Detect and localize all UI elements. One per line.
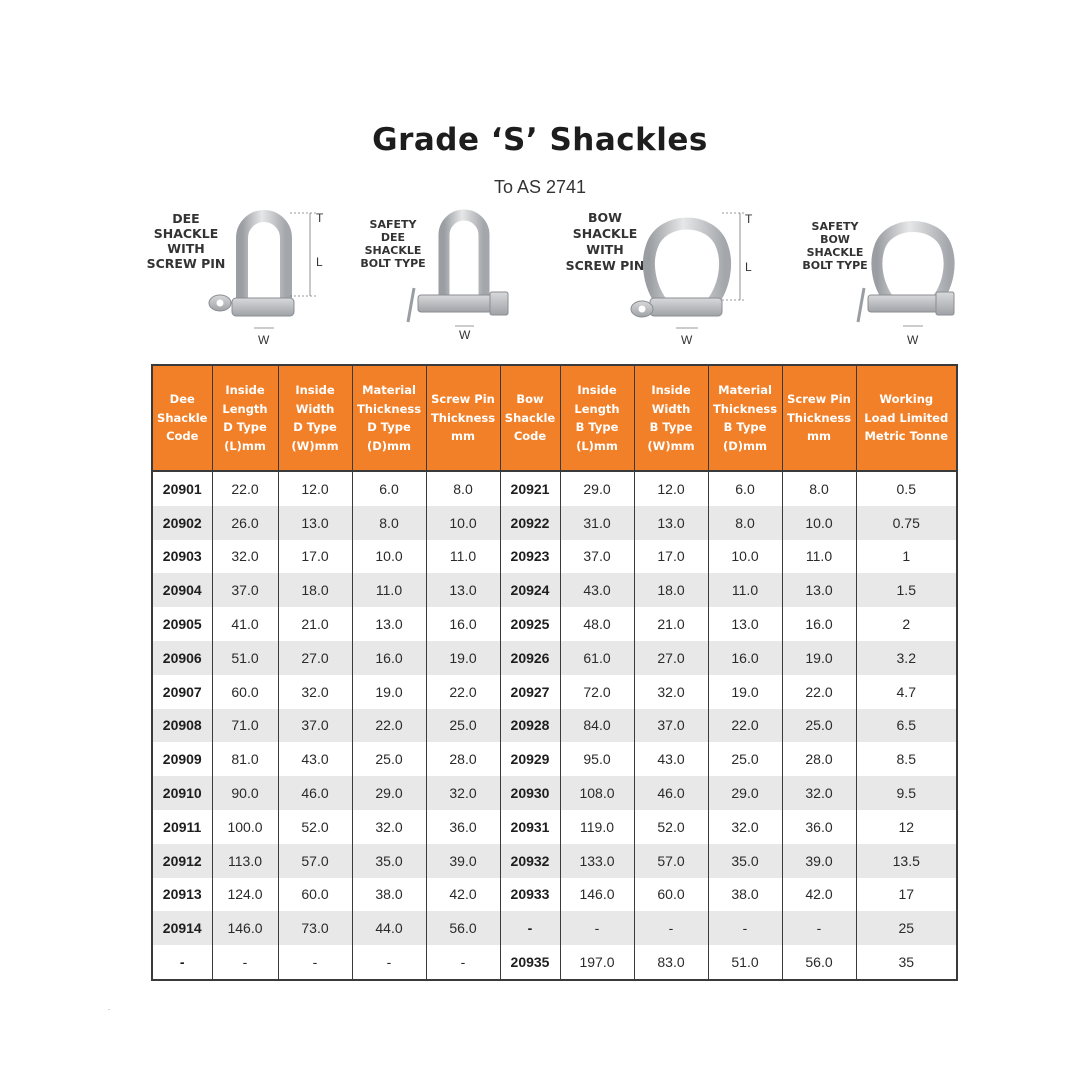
table-cell: - — [634, 911, 708, 945]
page-subtitle: To AS 2741 — [493, 177, 587, 197]
table-cell: 10.0 — [426, 506, 500, 540]
table-cell: 29.0 — [708, 776, 782, 810]
table-cell: 42.0 — [426, 878, 500, 912]
table-cell: 13.0 — [352, 607, 426, 641]
shackle-code-cell: 20910 — [152, 776, 212, 810]
table-cell: 13.5 — [856, 844, 957, 878]
table-row — [152, 810, 957, 844]
table-cell: 32.0 — [212, 540, 278, 574]
dee-bolt-label-2: DEE — [380, 231, 406, 244]
dee-shackle-screw-pin-diagram — [147, 211, 324, 347]
column-header-line: Thickness — [430, 410, 496, 425]
bow-dim-w: W — [681, 333, 693, 347]
table-cell: 13.0 — [634, 506, 708, 540]
column-header-line: (W)mm — [647, 438, 695, 453]
table-cell: 108.0 — [560, 776, 634, 810]
column-header-0 — [152, 365, 212, 471]
table-cell: 11.0 — [426, 540, 500, 574]
table-row — [152, 573, 957, 607]
bow-bolt-label-4: BOLT TYPE — [802, 259, 868, 272]
column-header-line: Load Limited — [864, 410, 949, 425]
table-cell: 81.0 — [212, 742, 278, 776]
table-cell: 146.0 — [560, 878, 634, 912]
table-cell: 56.0 — [782, 945, 856, 980]
dee-dim-w: W — [258, 333, 270, 347]
table-cell: - — [708, 911, 782, 945]
table-cell: 13.0 — [708, 607, 782, 641]
table-cell: 57.0 — [278, 844, 352, 878]
table-cell: 90.0 — [212, 776, 278, 810]
column-header-line: D Type — [223, 420, 267, 434]
table-cell: 1 — [902, 548, 911, 565]
table-cell: 48.0 — [560, 607, 634, 641]
table-cell: 52.0 — [278, 810, 352, 844]
dee-bolt-body-icon — [444, 215, 484, 305]
bow-shackle-screw-pin-diagram — [566, 210, 753, 347]
table-cell: 35 — [898, 954, 915, 971]
table-row — [152, 776, 957, 810]
table-cell: - — [278, 945, 352, 980]
column-header-8 — [708, 365, 782, 471]
table-cell: 27.0 — [634, 641, 708, 675]
shackle-code-cell: 20903 — [152, 540, 212, 574]
bow-screw-label-1: BOW — [588, 210, 622, 225]
table-cell: 44.0 — [352, 911, 426, 945]
column-header-3 — [352, 365, 426, 471]
shackle-code-cell: 20906 — [152, 641, 212, 675]
column-header-line: Width — [295, 401, 335, 416]
table-cell: 22.0 — [352, 709, 426, 743]
table-cell: 26.0 — [212, 506, 278, 540]
table-row — [152, 878, 957, 912]
table-cell: 83.0 — [634, 945, 708, 980]
dee-bolt-label-3: SHACKLE — [364, 244, 422, 257]
shackle-code-cell: 20932 — [500, 844, 560, 878]
table-cell: 51.0 — [212, 641, 278, 675]
column-header-line: B Type — [575, 420, 619, 434]
table-cell: 28.0 — [426, 742, 500, 776]
table-cell: 124.0 — [212, 878, 278, 912]
table-cell: 27.0 — [278, 641, 352, 675]
table-cell: 9.5 — [856, 776, 957, 810]
shackle-code-cell: 20930 — [500, 776, 560, 810]
table-cell: 11.0 — [352, 573, 426, 607]
table-cell: 95.0 — [560, 742, 634, 776]
table-cell: 32.0 — [634, 675, 708, 709]
column-header-6 — [560, 365, 634, 471]
table-cell: 25 — [856, 911, 957, 945]
bow-body-icon — [649, 224, 725, 309]
table-cell: 37.0 — [278, 709, 352, 743]
table-row — [152, 506, 957, 540]
table-row — [152, 844, 957, 878]
table-cell: 37.0 — [560, 540, 634, 574]
table-cell: 43.0 — [634, 742, 708, 776]
table-cell: 39.0 — [426, 844, 500, 878]
table-cell: 10.0 — [708, 540, 782, 574]
table-cell: 13.0 — [782, 573, 856, 607]
dee-bolt-label-4: BOLT TYPE — [360, 257, 426, 270]
safety-bow-shackle-bolt-diagram — [802, 220, 954, 347]
table-cell: 31.0 — [560, 506, 634, 540]
column-header-line: (D)mm — [366, 438, 412, 453]
shackle-code-cell: 20935 — [500, 945, 560, 980]
table-cell: 38.0 — [352, 878, 426, 912]
table-cell: 32.0 — [352, 810, 426, 844]
table-cell: 37.0 — [212, 573, 278, 607]
table-cell: 25.0 — [708, 742, 782, 776]
table-cell: 8.0 — [782, 471, 856, 506]
shackle-code-cell: 20925 — [500, 607, 560, 641]
column-header-line: D Type — [367, 420, 411, 434]
column-header-line: (L)mm — [224, 438, 266, 453]
table-cell: 197.0 — [560, 945, 634, 980]
corner-mark: - — [108, 1006, 111, 1013]
table-cell: 84.0 — [560, 709, 634, 743]
table-cell: 4.7 — [896, 683, 916, 700]
table-cell: 73.0 — [278, 911, 352, 945]
table-cell: - — [426, 945, 500, 980]
bow-screw-label-2: SHACKLE — [572, 226, 638, 241]
table-header-row — [152, 365, 957, 471]
column-header-line: Inside — [577, 383, 617, 397]
table-cell: 119.0 — [560, 810, 634, 844]
shackle-code-cell: 20924 — [500, 573, 560, 607]
table-cell: 42.0 — [782, 878, 856, 912]
column-header-line: (D)mm — [722, 438, 768, 453]
table-cell: 37.0 — [634, 709, 708, 743]
table-cell: 38.0 — [708, 878, 782, 912]
table-cell: 21.0 — [278, 607, 352, 641]
table-cell: 8.5 — [896, 751, 916, 768]
shackle-code-cell: 20926 — [500, 641, 560, 675]
table-cell: - — [560, 911, 634, 945]
table-cell: 6.0 — [352, 471, 426, 506]
dee-dim-l: L — [316, 255, 323, 269]
table-cell: 8.0 — [708, 506, 782, 540]
column-header-line: D Type — [293, 420, 337, 434]
dee-dim-t: T — [316, 211, 324, 225]
column-header-line: Thickness — [712, 401, 778, 416]
table-cell: 8.0 — [352, 506, 426, 540]
bow-pin-icon — [650, 298, 722, 316]
table-cell: 18.0 — [634, 573, 708, 607]
shackle-code-cell: 20929 — [500, 742, 560, 776]
column-header-line: Bow — [516, 392, 544, 407]
shackle-code-cell: 20914 — [152, 911, 212, 945]
table-cell: 46.0 — [278, 776, 352, 810]
table-cell: 19.0 — [352, 675, 426, 709]
table-cell: 16.0 — [708, 641, 782, 675]
table-cell: 1.5 — [856, 573, 957, 607]
table-cell: 10.0 — [352, 540, 426, 574]
table-cell: 8.0 — [426, 471, 500, 506]
column-header-2 — [278, 365, 352, 471]
table-cell: 3.2 — [856, 641, 957, 675]
column-header-line: Material — [718, 383, 772, 397]
table-cell: 32.0 — [782, 776, 856, 810]
table-cell: 60.0 — [634, 878, 708, 912]
bow-dim-t: T — [745, 212, 753, 226]
shackle-code-cell: 20901 — [152, 471, 212, 506]
column-header-line: Metric Tonne — [864, 429, 949, 444]
shackle-spec-table — [151, 364, 958, 981]
column-header-line: B Type — [723, 420, 767, 434]
table-body — [152, 471, 957, 980]
shackle-code-cell: 20922 — [500, 506, 560, 540]
column-header-line: Dee — [169, 392, 195, 407]
shackle-code-cell: 20928 — [500, 709, 560, 743]
table-cell: 32.0 — [708, 810, 782, 844]
safety-dee-shackle-bolt-diagram — [360, 215, 508, 342]
shackle-diagrams — [0, 200, 1080, 360]
column-header-line: (L)mm — [576, 438, 618, 453]
column-header-7 — [634, 365, 708, 471]
table-cell: 25.0 — [426, 709, 500, 743]
shackle-code-cell: - — [500, 911, 560, 945]
table-cell: 16.0 — [782, 607, 856, 641]
column-header-line: Screw Pin — [431, 392, 495, 407]
shackle-code-cell: 20904 — [152, 573, 212, 607]
table-cell: 17.0 — [634, 540, 708, 574]
table-cell: 61.0 — [560, 641, 634, 675]
table-row — [152, 675, 957, 709]
table-cell: 11.0 — [782, 540, 856, 574]
dee-screw-label-1: DEE — [172, 211, 200, 226]
table-cell: 29.0 — [560, 471, 634, 506]
table-cell: 57.0 — [634, 844, 708, 878]
column-header-9 — [782, 365, 856, 471]
shackle-code-cell: 20921 — [500, 471, 560, 506]
table-cell: 35.0 — [352, 844, 426, 878]
column-header-line: Inside — [225, 383, 265, 397]
table-row — [152, 911, 957, 945]
column-header-line: Shackle — [157, 410, 208, 425]
dee-screw-label-4: SCREW PIN — [146, 256, 226, 271]
table-cell: - — [352, 945, 426, 980]
table-cell: 6.0 — [708, 471, 782, 506]
table-cell: 18.0 — [278, 573, 352, 607]
table-cell: 32.0 — [426, 776, 500, 810]
table-cell: 36.0 — [426, 810, 500, 844]
table-cell: 12.0 — [634, 471, 708, 506]
table-row — [152, 540, 957, 574]
table-cell: 72.0 — [560, 675, 634, 709]
table-cell: 113.0 — [212, 844, 278, 878]
table-cell: 22.0 — [426, 675, 500, 709]
table-cell: 12.0 — [278, 471, 352, 506]
shackle-code-cell: - — [152, 945, 212, 980]
table-cell: 22.0 — [212, 471, 278, 506]
table-row — [152, 641, 957, 675]
table-cell: 133.0 — [560, 844, 634, 878]
table-cell: 28.0 — [782, 742, 856, 776]
table-cell: 146.0 — [212, 911, 278, 945]
table-cell: 25.0 — [782, 709, 856, 743]
bow-dim-l: L — [745, 260, 752, 274]
table-cell: - — [212, 945, 278, 980]
bow-bolt-label-3: SHACKLE — [806, 246, 864, 259]
column-header-line: Width — [651, 401, 691, 416]
bow-bolt-dim-w: W — [907, 333, 919, 347]
table-cell: 0.5 — [896, 480, 916, 497]
dee-screw-label-3: WITH — [167, 241, 205, 256]
column-header-line: Material — [362, 383, 416, 397]
shackle-code-cell: 20908 — [152, 709, 212, 743]
column-header-line: mm — [451, 429, 475, 444]
table-cell: 22.0 — [782, 675, 856, 709]
bow-screw-label-4: SCREW PIN — [565, 258, 645, 273]
table-cell: 32.0 — [278, 675, 352, 709]
column-header-1 — [212, 365, 278, 471]
table-cell: 43.0 — [560, 573, 634, 607]
table-cell: 10.0 — [782, 506, 856, 540]
column-header-line: Inside — [295, 383, 335, 397]
table-cell: 35.0 — [708, 844, 782, 878]
table-cell: 100.0 — [212, 810, 278, 844]
table-cell: 25.0 — [352, 742, 426, 776]
dee-body-icon — [242, 216, 286, 310]
table-cell: 71.0 — [212, 709, 278, 743]
table-cell: 19.0 — [708, 675, 782, 709]
shackle-code-cell: 20902 — [152, 506, 212, 540]
table-cell: 13.0 — [426, 573, 500, 607]
shackle-code-cell: 20909 — [152, 742, 212, 776]
table-cell: 36.0 — [782, 810, 856, 844]
table-cell: 29.0 — [352, 776, 426, 810]
dee-bolt-dim-w: W — [459, 328, 471, 342]
column-header-line: Thickness — [356, 401, 422, 416]
shackle-code-cell: 20931 — [500, 810, 560, 844]
column-header-line: Inside — [651, 383, 691, 397]
table-cell: 12 — [898, 818, 915, 835]
shackle-code-cell: 20911 — [152, 810, 212, 844]
shackle-code-cell: 20933 — [500, 878, 560, 912]
shackle-code-cell: 20905 — [152, 607, 212, 641]
dee-pin-icon — [232, 298, 294, 316]
dee-screw-label-2: SHACKLE — [153, 226, 219, 241]
column-header-line: (W)mm — [291, 438, 339, 453]
shackle-code-cell: 20913 — [152, 878, 212, 912]
table-cell: 56.0 — [426, 911, 500, 945]
table-row — [152, 742, 957, 776]
table-cell: 51.0 — [708, 945, 782, 980]
table-cell: - — [782, 911, 856, 945]
table-row — [152, 709, 957, 743]
table-row — [152, 607, 957, 641]
table-row — [152, 471, 957, 506]
table-cell: 52.0 — [634, 810, 708, 844]
table-cell: 16.0 — [352, 641, 426, 675]
shackle-code-cell: 20923 — [500, 540, 560, 574]
table-cell: 13.0 — [278, 506, 352, 540]
column-header-line: Working — [879, 392, 934, 407]
column-header-4 — [426, 365, 500, 471]
column-header-10 — [856, 365, 957, 471]
column-header-5 — [500, 365, 560, 471]
bow-bolt-label-1: SAFETY — [811, 220, 859, 233]
bow-bolt-label-2: BOW — [820, 233, 850, 246]
table-cell: 19.0 — [426, 641, 500, 675]
bow-screw-label-3: WITH — [586, 242, 624, 257]
table-cell: 17 — [898, 886, 915, 903]
table-cell: 22.0 — [708, 709, 782, 743]
column-header-line: B Type — [649, 420, 693, 434]
table-cell: 16.0 — [426, 607, 500, 641]
table-cell: 19.0 — [782, 641, 856, 675]
column-header-line: Length — [222, 401, 268, 416]
table-cell: 41.0 — [212, 607, 278, 641]
page-title: Grade ‘S’ Shackles — [372, 122, 708, 158]
table-cell: 43.0 — [278, 742, 352, 776]
shackle-code-cell: 20927 — [500, 675, 560, 709]
table-cell: 2 — [902, 616, 911, 633]
table-cell: 60.0 — [212, 675, 278, 709]
table-row — [152, 945, 957, 980]
table-cell: 0.75 — [856, 506, 957, 540]
shackle-code-cell: 20912 — [152, 844, 212, 878]
column-header-line: mm — [807, 429, 831, 444]
table-cell: 60.0 — [278, 878, 352, 912]
column-header-line: Code — [166, 429, 199, 444]
column-header-line: Screw Pin — [787, 392, 851, 407]
shackle-code-cell: 20907 — [152, 675, 212, 709]
dee-bolt-label-1: SAFETY — [369, 218, 417, 231]
table-cell: 46.0 — [634, 776, 708, 810]
table-cell: 11.0 — [708, 573, 782, 607]
column-header-line: Length — [574, 401, 620, 416]
table-cell: 6.5 — [856, 709, 957, 743]
table-cell: 39.0 — [782, 844, 856, 878]
column-header-line: Code — [513, 429, 547, 444]
table-cell: 17.0 — [278, 540, 352, 574]
column-header-line: Thickness — [786, 410, 852, 425]
table-cell: 21.0 — [634, 607, 708, 641]
column-header-line: Shackle — [504, 410, 556, 425]
